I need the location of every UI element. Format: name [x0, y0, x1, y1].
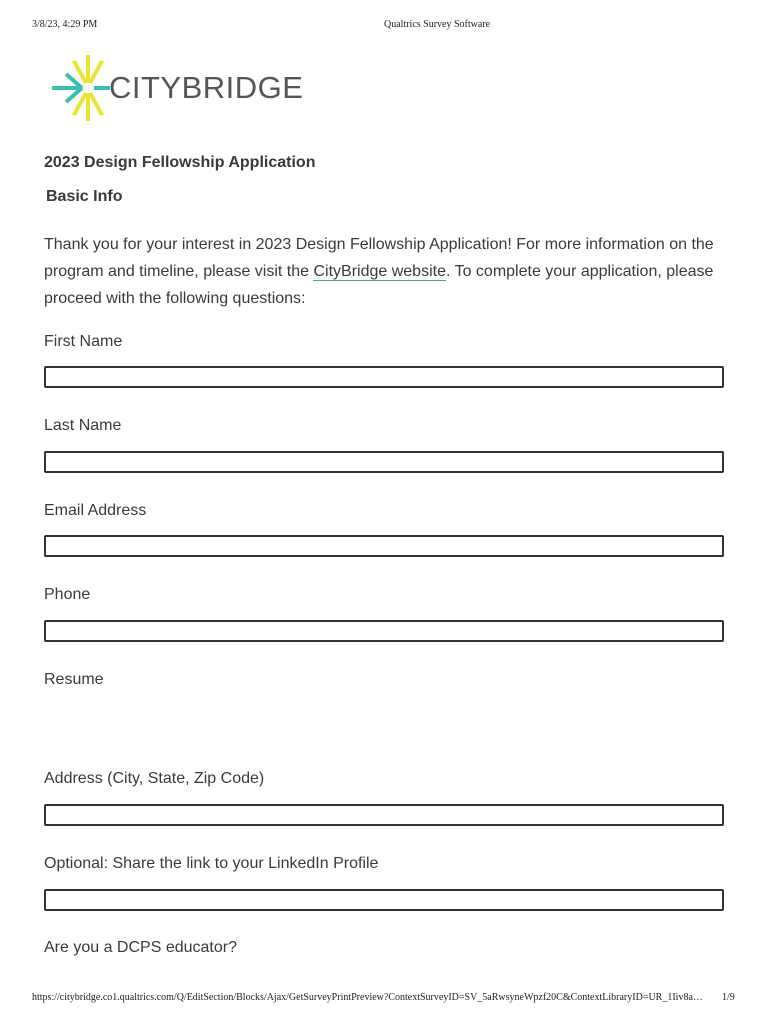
page-number: 1/9 [722, 992, 735, 1003]
resume-label: Resume [44, 671, 104, 688]
print-url: https://citybridge.co1.qualtrics.com/Q/EditSection/Blocks/Ajax/GetSurveyPrintPreview?ContextSurveyID=SV_5aRwsyneWpzf20C&ContextLibraryID=UR_1Iiv8a… [32, 992, 703, 1003]
citybridge-website-link[interactable]: CityBridge website [313, 263, 446, 280]
intro-text-part: Thank you for your interest in 2023 Design Fellowship Application! For more information on the program and timeline, please visit the [44, 236, 714, 280]
phone-field[interactable] [44, 620, 724, 642]
email-address-field[interactable] [44, 535, 724, 557]
intro-text [44, 231, 734, 312]
logo-wordmark: CITYBRIDGE [109, 70, 304, 105]
last-name-label: Last Name [44, 417, 122, 434]
last-name-field[interactable] [44, 451, 724, 473]
first-name-field[interactable] [44, 366, 724, 388]
linkedin-field[interactable] [44, 889, 724, 911]
intro-text-part: . To complete your application, please proceed with the following questions: [44, 263, 714, 307]
print-header [0, 19, 770, 31]
print-page-title: Qualtrics Survey Software [384, 19, 491, 30]
address-field[interactable] [44, 804, 724, 826]
linkedin-label: Optional: Share the link to your LinkedIn Profile [44, 855, 379, 872]
dcps-educator-label: Are you a DCPS educator? [44, 939, 237, 956]
print-footer [0, 992, 770, 1004]
first-name-label: First Name [44, 333, 123, 350]
citybridge-starburst-icon [52, 55, 112, 121]
address-label: Address (City, State, Zip Code) [44, 770, 265, 787]
survey-title: 2023 Design Fellowship Application [44, 154, 316, 171]
print-date: 3/8/23, 4:29 PM [32, 19, 98, 30]
citybridge-logo [52, 52, 312, 127]
phone-label: Phone [44, 586, 91, 603]
email-address-label: Email Address [44, 502, 147, 519]
block-title: Basic Info [46, 188, 123, 205]
